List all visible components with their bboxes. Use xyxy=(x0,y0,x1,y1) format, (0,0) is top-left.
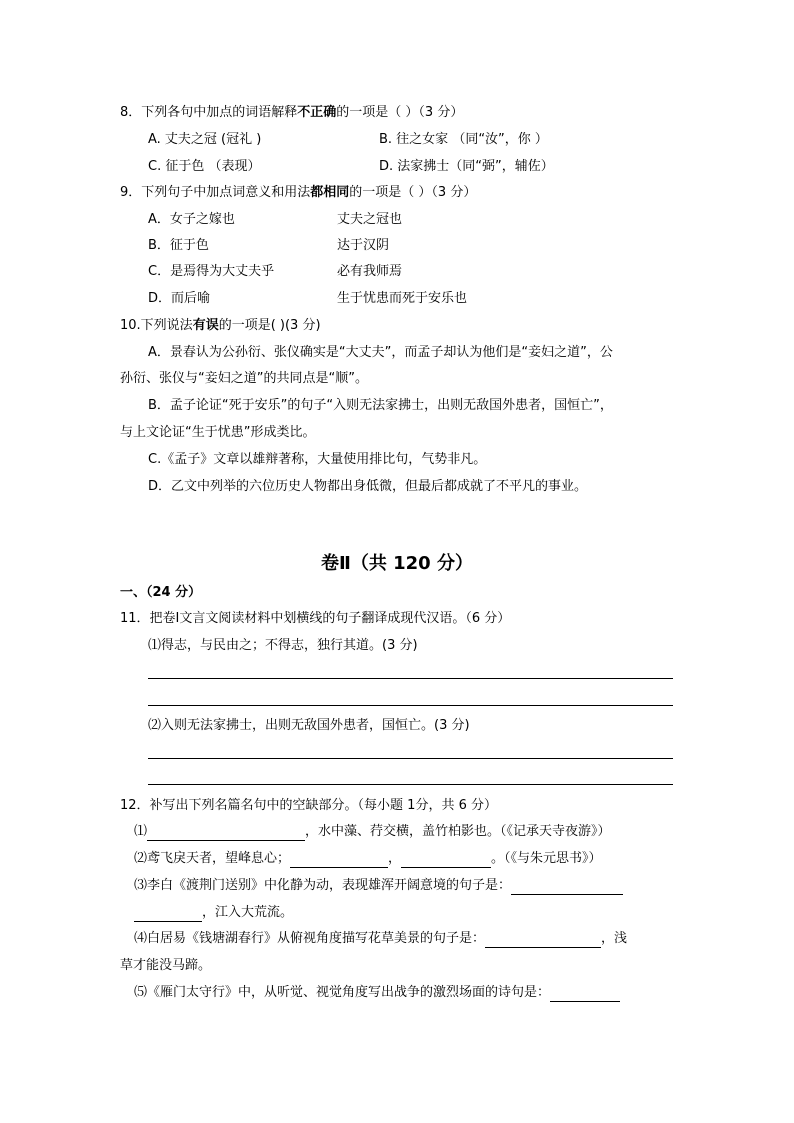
q9-option-c-right: 必有我师焉 xyxy=(337,264,403,279)
item-text: 。（《与朱元思书》） xyxy=(491,851,602,866)
q10-stem-emphasis: 有误 xyxy=(192,318,219,333)
item-text: ，水中藻、荇交横，盖竹柏影也。（《记承天寺夜游》） xyxy=(305,824,611,839)
q10-option-a-line1: A．景春认为公孙衍、张仪确实是“大丈夫”，而孟子却认为他们是“妾妇之道”，公 xyxy=(148,345,613,360)
item-text: ⑷白居易《钱塘湖春行》从俯视角度描写花草美景的句子是： xyxy=(134,931,486,946)
item-text: ⑸《雁门太守行》中，从听觉、视觉角度写出战争的激烈场面的诗句是： xyxy=(134,985,551,1000)
part2-title: 卷Ⅱ（共 120 分） xyxy=(321,553,473,574)
q11-sentence-2: ⑵入则无法家拂士，出则无敌国外患者，国恒亡。(3 分) xyxy=(148,718,470,733)
fill-blank[interactable] xyxy=(511,880,623,895)
q10-option-d: D．乙文中列举的六位历史人物都出身低微，但最后都成就了不平凡的事业。 xyxy=(148,479,588,494)
q9-option-b-left: B．征于色 xyxy=(148,238,209,253)
item-text: ，江入大荒流。 xyxy=(202,905,294,920)
fill-blank[interactable] xyxy=(550,987,620,1002)
q12-item-3-line2 xyxy=(134,904,293,922)
item-number: ⑴ xyxy=(134,824,148,839)
q8-option-b: B. 往之女家 （同“汝”，你 ） xyxy=(379,132,548,147)
item-text: ⑵鸢飞戾天者，望峰息心； xyxy=(134,851,291,866)
q10-option-a-line2: 孙衍、张仪与“妾妇之道”的共同点是“顺”。 xyxy=(120,371,368,386)
q8-option-c: C. 征于色 （表现） xyxy=(148,159,261,174)
answer-line[interactable] xyxy=(148,705,673,706)
item-separator: ， xyxy=(388,851,402,866)
q12-item-4-line1 xyxy=(134,930,627,948)
fill-blank[interactable] xyxy=(485,933,601,948)
q8-stem xyxy=(120,104,463,122)
q9-stem-emphasis: 都相同 xyxy=(310,185,350,200)
q12-item-2 xyxy=(134,850,602,868)
answer-line[interactable] xyxy=(148,784,673,785)
q12-item-4-line2: 草才能没马蹄。 xyxy=(120,958,212,973)
q11-stem: 11．把卷Ⅰ文言文阅读材料中划横线的句子翻译成现代汉语。（6 分） xyxy=(120,611,511,626)
q10-option-c: C.《孟子》文章以雄辩著称，大量使用排比句，气势非凡。 xyxy=(148,452,487,467)
q8-stem-emphasis: 不正确 xyxy=(297,105,337,120)
fill-blank[interactable] xyxy=(290,853,388,868)
q12-item-3-line1 xyxy=(134,877,623,895)
q9-option-a-left: A．女子之嫁也 xyxy=(148,212,235,227)
answer-line[interactable] xyxy=(148,678,673,679)
q10-option-b-line2: 与上文论证“生于忧患”形成类比。 xyxy=(120,425,316,440)
q8-option-d: D. 法家拂士（同“弼”，辅佐） xyxy=(379,159,554,174)
q8-stem-post: 的一项是（ ）（3 分） xyxy=(336,105,464,120)
item-text: ⑶李白《渡荆门送别》中化静为动，表现雄浑开阔意境的句子是： xyxy=(134,878,512,893)
q8-option-a: A. 丈夫之冠 (冠礼 ) xyxy=(148,132,262,147)
q9-stem-post: 的一项是（ ）（3 分） xyxy=(349,185,477,200)
fill-blank[interactable] xyxy=(147,826,305,841)
section1-heading: 一、（24 分） xyxy=(120,585,202,600)
q9-stem xyxy=(120,184,476,202)
q10-stem xyxy=(120,317,321,335)
q9-option-d-left: D．而后喻 xyxy=(148,291,211,306)
q12-item-5 xyxy=(134,984,620,1002)
fill-blank[interactable] xyxy=(134,907,202,922)
q9-option-b-right: 达于汉阴 xyxy=(337,238,390,253)
q10-option-b-line1: B．孟子论证“死于安乐”的句子“入则无法家拂士，出则无敌国外患者，国恒亡”， xyxy=(148,398,613,413)
q12-item-1 xyxy=(134,823,611,841)
q11-sentence-1: ⑴得志，与民由之；不得志，独行其道。(3 分) xyxy=(148,638,418,653)
q9-option-d-right: 生于忧患而死于安乐也 xyxy=(337,291,468,306)
item-text: ，浅 xyxy=(601,931,628,946)
q12-stem: 12．补写出下列名篇名句中的空缺部分。（每小题 1分，共 6 分） xyxy=(120,798,497,813)
q9-option-a-right: 丈夫之冠也 xyxy=(337,212,403,227)
q9-option-c-left: C．是焉得为大丈夫乎 xyxy=(148,264,275,279)
q10-stem-pre: 10.下列说法 xyxy=(120,318,193,333)
fill-blank[interactable] xyxy=(401,853,491,868)
q9-stem-pre: 9．下列句子中加点词意义和用法 xyxy=(120,185,311,200)
q10-stem-post: 的一项是( )(3 分) xyxy=(218,318,321,333)
q8-stem-pre: 8．下列各句中加点的词语解释 xyxy=(120,105,298,120)
answer-line[interactable] xyxy=(148,758,673,759)
